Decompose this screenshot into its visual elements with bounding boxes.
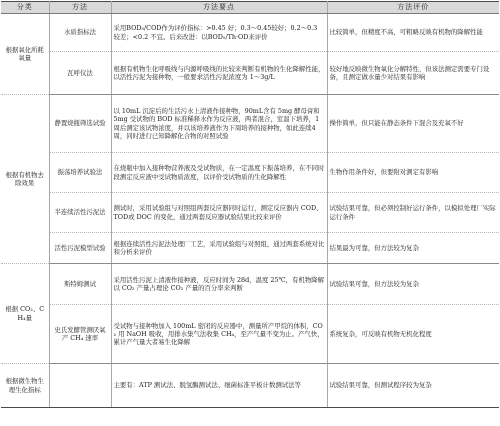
category-cell: 根据微生物生理生化指标 [1, 364, 49, 408]
evaluation-cell: 试验结果可靠，但方法较为复杂 [327, 264, 499, 305]
category-cell: 根据有机物去除效果 [1, 95, 49, 264]
table-row [1, 153, 499, 193]
category-cell: 根据氧化所耗氧量 [1, 14, 49, 95]
method-comparison-table [1, 1, 499, 408]
points-cell: 采用活性污泥上清液作接种液，反应时间为 28d，温度 25℃，有机物降解以 CO₂ 产量占理论 CO₂ 产量的百分率来判断 [111, 264, 327, 305]
method-cell: 史氏发酵管测厌氧产 CH₄ 速率 [49, 305, 111, 364]
method-cell: 瓦呼仪法 [49, 52, 111, 95]
method-cell: 活性污泥模型试验 [49, 233, 111, 264]
table-row [1, 364, 499, 408]
evaluation-cell: 系统复杂，可反映有机物无机化程度 [327, 305, 499, 364]
table-row [1, 14, 499, 52]
points-cell: 在烧瓶中加入接种物营养液及受试物质，在一定温度下振荡培养，在不同时段测定反应液中受试物质浓度，以评价受试物质的生化降解性 [111, 153, 327, 193]
points-cell: 根据连续活性污泥法处理厂工艺，采用试验组与对照组，通过两套系统对比和分析来评价 [111, 233, 327, 264]
points-cell: 根据有机物生化呼吸线与内源呼吸线的比较来判断有机物的生化降解性能，以活性污泥为接种物，一般要求活性污泥浓度为 1～3g/L [111, 52, 327, 95]
table-row [1, 52, 499, 95]
points-cell: 主要有：ATP 测试法、脱氢酶测试法、细菌标准平板计数测试法等 [111, 364, 327, 408]
method-cell: 斯特姆测试 [49, 264, 111, 305]
points-cell: 受试物与接种物加入 100mL 密闭的反应器中，测量所产甲烷的体积，CO₂ 用 NaOH 吸收，用排水集气法收集 CH₄，至产气量不变为止。产气快，累计产气量大者易生化降解 [111, 305, 327, 364]
table-row [1, 264, 499, 305]
method-cell [49, 364, 111, 408]
header-evaluation: 方法评价 [327, 2, 499, 14]
header-category: 分类 [1, 2, 49, 14]
method-cell: 振荡培养试验法 [49, 153, 111, 193]
table-row [1, 95, 499, 153]
points-cell: 以 10mL 沉淀后的生活污水上清液作接种物，90mL含有 5mg 酵母膏和 5mg 受试物的 BOD 标准稀释水作为反应液，两者混合，室温下培养，1周后测定该试物浓度，并以该培养液作为下周培养的接种物，如此连续4周，同时进行已知降解化合物的对照试验 [111, 95, 327, 153]
table-row [1, 193, 499, 233]
evaluation-cell: 较好地反映微生物氧化分解特性，但该法测定需要专门设备，且测定做水量少对结果有影响 [327, 52, 499, 95]
evaluation-cell: 结果最为可靠，但方法较为复杂 [327, 233, 499, 264]
evaluation-cell: 操作简单，但只能在静态条件下混合及充氧不好 [327, 95, 499, 153]
header-row [1, 2, 499, 14]
points-cell: 采用BOD₅/COD作为评价指标：>0.45 好；0.3～0.45较好；0.2～0.3 较差；<0.2 不宜。后来改进：以BOD₅/Th·OD来评价 [111, 14, 327, 52]
points-cell: 测试时，采用试验组与对照组两套反应器同时运行，测定反应器内 COD、TOD或 DOC 的变化，通过两套反应器试验结果比较来评价 [111, 193, 327, 233]
evaluation-cell: 试验结果可靠，但测试程序较为复杂 [327, 364, 499, 408]
table-row [1, 305, 499, 364]
header-points: 方法要点 [111, 2, 327, 14]
method-cell: 水质指标法 [49, 14, 111, 52]
category-cell: 根据 CO₂、CH₄量 [1, 264, 49, 364]
header-method: 方法 [49, 2, 111, 14]
table-row [1, 233, 499, 264]
method-cell: 静置烧瓶筛选试验 [49, 95, 111, 153]
evaluation-cell: 试验结果可靠，但必须控制好运行条件，以模拟处理厂实际运行条件 [327, 193, 499, 233]
evaluation-cell: 生物作用条件好，但要附对测定有影响 [327, 153, 499, 193]
evaluation-cell: 比较简单，但精度不高，可粗略反映有机物的降解性能 [327, 14, 499, 52]
method-cell: 半连续活性污泥法 [49, 193, 111, 233]
